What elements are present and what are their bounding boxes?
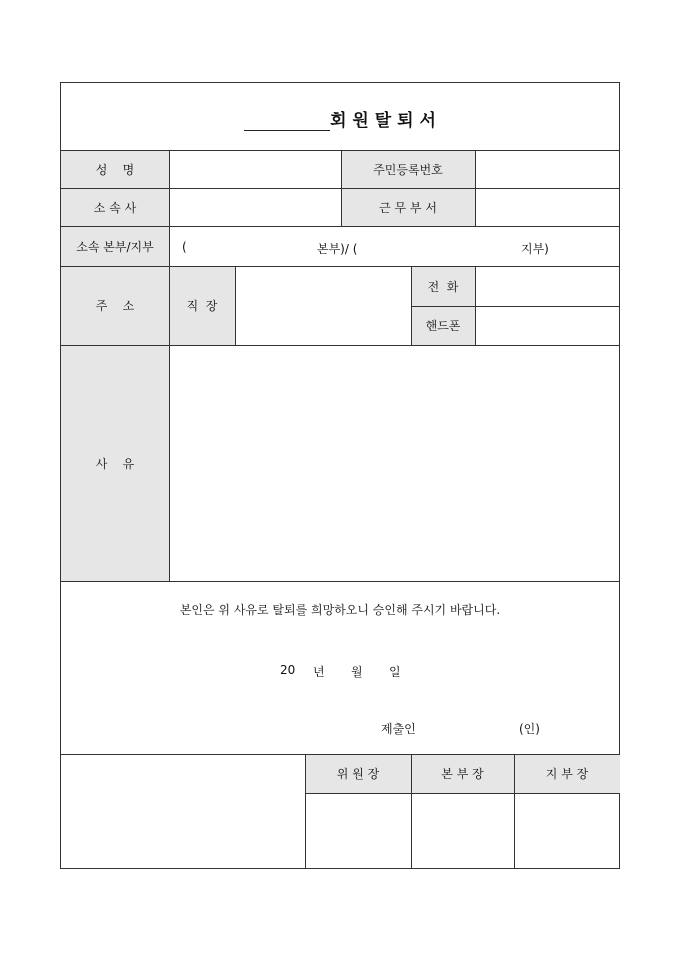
grid-line <box>169 150 170 581</box>
date-year-prefix: 20 <box>280 663 296 677</box>
grid-line <box>475 266 476 345</box>
grid-line <box>514 754 515 869</box>
title-blank-line[interactable] <box>244 110 330 131</box>
headquarters-head-signature[interactable] <box>411 793 514 869</box>
grid-line <box>411 754 412 869</box>
grid-line <box>235 266 236 345</box>
date-year-unit: 년 <box>313 665 325 679</box>
branch-hq-suffix: 본부)/ ( <box>317 242 358 256</box>
mobile-label: 핸드폰 <box>411 306 475 345</box>
membership-withdrawal-form <box>60 82 620 869</box>
id-number-label: 주민등록번호 <box>341 150 475 188</box>
company-label: 소 속 사 <box>61 188 169 226</box>
grid-line <box>475 150 476 226</box>
work-label: 직 장 <box>169 266 235 345</box>
grid-line <box>61 754 620 755</box>
grid-line <box>61 226 620 227</box>
submitter-label: 제출인 <box>381 722 416 736</box>
approval-blank-area <box>61 754 305 869</box>
branch-local-suffix: 지부) <box>521 242 549 256</box>
committee-chair-signature[interactable] <box>305 793 411 869</box>
name-label: 성 명 <box>61 150 169 188</box>
grid-line <box>61 266 620 267</box>
title-text: 회 원 탈 퇴 서 <box>330 111 436 131</box>
headquarters-head-label: 본 부 장 <box>411 754 514 793</box>
grid-line <box>305 754 306 869</box>
date-month-unit: 월 <box>351 665 363 679</box>
grid-line <box>61 581 620 582</box>
phone-label: 전 화 <box>411 266 475 306</box>
declaration-statement: 본인은 위 사유로 탈퇴를 희망하오니 승인해 주시기 바랍니다. <box>179 603 501 617</box>
phone-field[interactable] <box>475 266 620 306</box>
branch-open-paren: ( <box>182 240 187 254</box>
branch-label: 소속 본부/지부 <box>61 226 169 266</box>
department-field[interactable] <box>475 188 620 226</box>
company-field[interactable] <box>169 188 341 226</box>
branch-head-label: 지 부 장 <box>514 754 620 793</box>
mobile-field[interactable] <box>475 306 620 345</box>
reason-label: 사 유 <box>61 345 169 581</box>
grid-line <box>61 345 620 346</box>
grid-line <box>341 150 342 226</box>
department-label: 근 무 부 서 <box>341 188 475 226</box>
date-day-unit: 일 <box>389 665 401 679</box>
committee-chair-label: 위 원 장 <box>305 754 411 793</box>
branch-field[interactable] <box>169 226 620 266</box>
address-label: 주 소 <box>61 266 169 345</box>
reason-field[interactable] <box>169 345 620 581</box>
grid-line <box>411 266 412 345</box>
branch-head-signature[interactable] <box>514 793 620 869</box>
name-field[interactable] <box>169 150 341 188</box>
grid-line <box>305 793 620 794</box>
seal-mark: (인) <box>519 722 540 736</box>
work-address-field[interactable] <box>235 266 411 345</box>
grid-line <box>411 306 620 307</box>
id-number-field[interactable] <box>475 150 620 188</box>
form-title <box>61 105 619 131</box>
